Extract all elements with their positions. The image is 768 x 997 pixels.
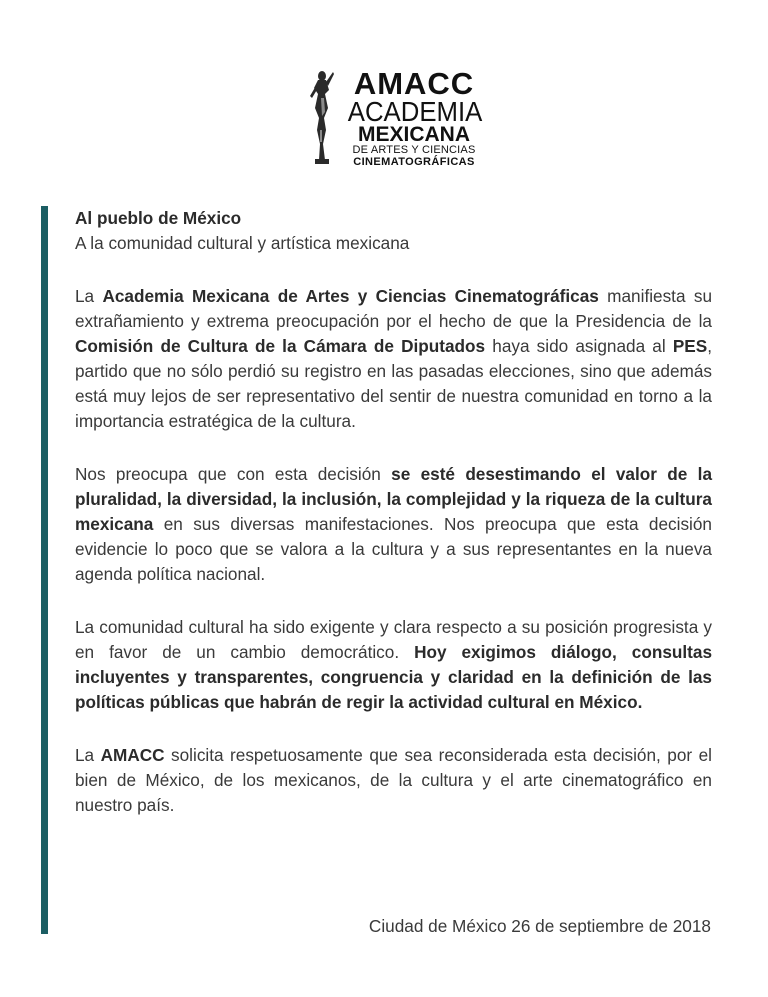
salutation-line-2: A la comunidad cultural y artística mexicana bbox=[75, 233, 410, 253]
salutation-line-1: Al pueblo de México bbox=[75, 208, 242, 228]
logo-line-mexicana: MEXICANA bbox=[357, 123, 470, 146]
paragraph-2: Nos preocupa que con esta decisión se esté desestimando el valor de la pluralidad, la diversidad, la inclusión, la complejidad y la riqueza de la cultura mexicana en sus diversas manifestaciones. Nos preocupa que esta decisión evidencie lo poco que se valora a la cultura y a sus representantes en la nueva agenda política nacional. bbox=[75, 464, 712, 584]
paragraph-1: La Academia Mexicana de Artes y Ciencias Cinematográficas manifiesta su extrañamiento y extrema preocupación por el hecho de que la Presidencia de la Comisión de Cultura de la Cámara de Diputados haya sido asignada al PES, partido que no sólo perdió su registro en las pasadas elecciones, sino que además está muy lejos de ser representativo del sentir de nuestra comunidad en torno a la importancia estratégica de la cultura. bbox=[75, 286, 712, 431]
logo-line-academia: ACADEMIA bbox=[347, 96, 483, 127]
logo-line-amacc: AMACC bbox=[353, 66, 475, 101]
accent-side-bar bbox=[41, 206, 48, 934]
logo-line-cinematograficas: CINEMATOGRÁFICAS bbox=[353, 156, 475, 168]
ariel-statue-icon bbox=[306, 68, 336, 166]
salutation bbox=[75, 206, 712, 256]
letter-body bbox=[75, 206, 712, 818]
amacc-logo bbox=[306, 68, 486, 170]
paragraph-4: La AMACC solicita respetuosamente que sea reconsiderada esta decisión, por el bien de México, de los mexicanos, de la cultura y el arte cinematográfico en nuestro país. bbox=[75, 745, 712, 815]
place-and-date: Ciudad de México 26 de septiembre de 2018 bbox=[368, 916, 711, 936]
logo-line-artes-ciencias: DE ARTES Y CIENCIAS bbox=[352, 144, 476, 156]
logo-wordmark bbox=[342, 68, 486, 169]
paragraph-3: La comunidad cultural ha sido exigente y clara respecto a su posición progresista y en favor de un cambio democrático. Hoy exigimos diálogo, consultas incluyentes y transparentes, congruencia y claridad en la definición de las políticas públicas que habrán de regir la actividad cultural en México. bbox=[75, 617, 712, 712]
